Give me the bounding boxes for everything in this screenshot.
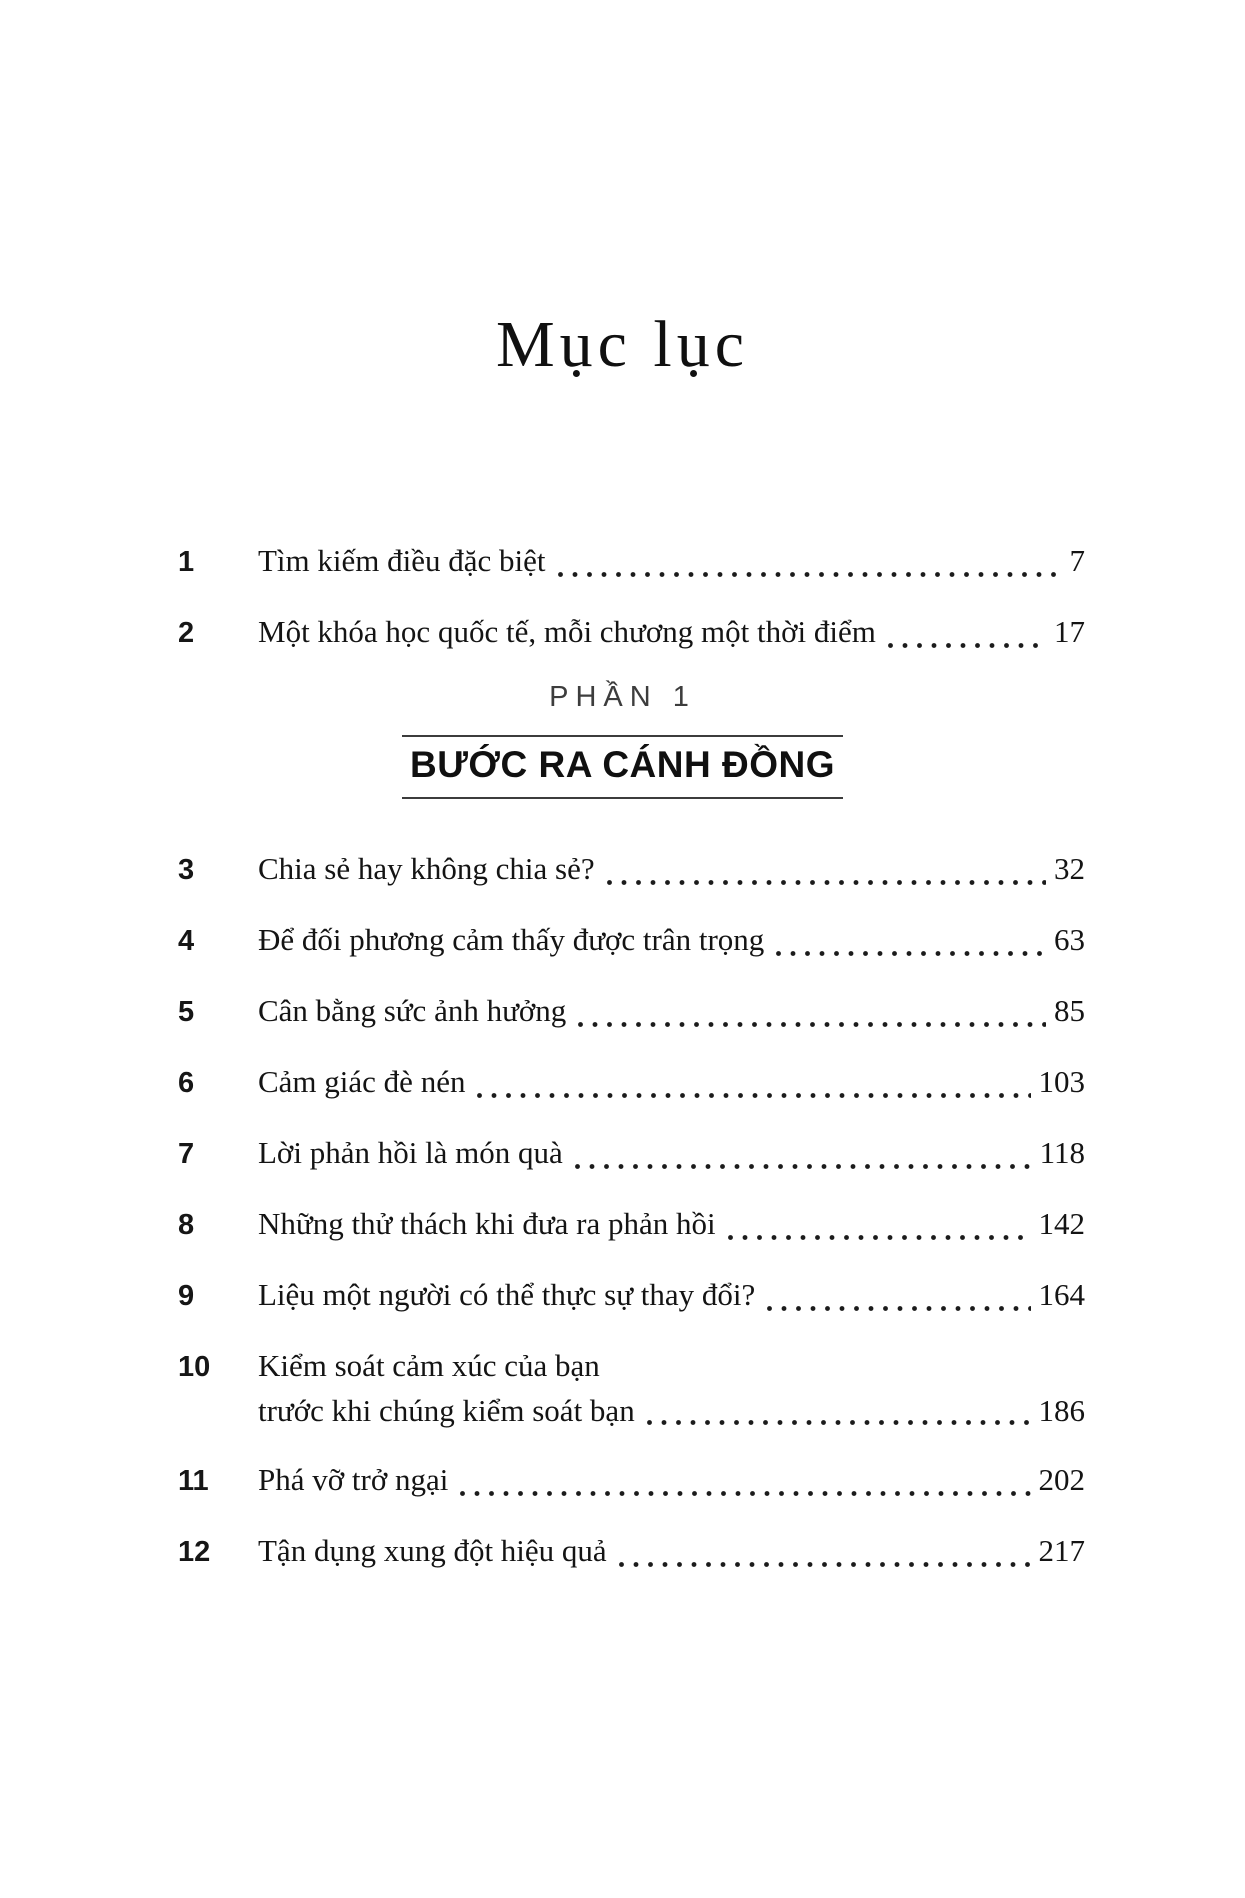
section-label: PHẦN 1 <box>549 681 696 713</box>
chapter-title: Tìm kiếm điều đặc biệt <box>258 543 546 578</box>
page-number: 202 <box>1038 1462 1085 1497</box>
page-number: 164 <box>1038 1277 1085 1312</box>
chapter-number: 8 <box>178 1209 195 1241</box>
chapter-title: Cân bằng sức ảnh hưởng <box>258 993 567 1028</box>
chapter-title-line2: trước khi chúng kiểm soát bạn <box>258 1393 635 1428</box>
chapter-title: Lời phản hồi là món quà <box>258 1135 563 1170</box>
chapter-title: Chia sẻ hay không chia sẻ? <box>258 851 595 886</box>
page-title: Mục lục <box>495 308 750 381</box>
page-number: 103 <box>1038 1064 1085 1099</box>
chapter-title: Những thử thách khi đưa ra phản hồi <box>258 1206 716 1241</box>
chapter-title: Kiểm soát cảm xúc của bạn <box>258 1348 600 1383</box>
dot-leader <box>647 1420 1031 1425</box>
page-number: 17 <box>1054 614 1085 649</box>
chapter-title-block <box>258 1343 1085 1433</box>
chapter-number: 9 <box>178 1280 195 1312</box>
page-number: 118 <box>1039 1135 1085 1170</box>
toc-entry <box>178 1130 1085 1177</box>
toc-entry <box>178 538 1085 585</box>
chapter-title: Để đối phương cảm thấy được trân trọng <box>258 922 765 957</box>
dot-leader <box>619 1562 1031 1567</box>
chapter-title: Phá vỡ trở ngại <box>258 1462 449 1497</box>
page-number: 63 <box>1054 922 1085 957</box>
page-number: 32 <box>1054 851 1085 886</box>
chapter-number: 3 <box>178 854 195 886</box>
page-number: 85 <box>1054 993 1085 1028</box>
dot-leader <box>477 1093 1030 1098</box>
chapter-number: 12 <box>178 1536 211 1568</box>
dot-leader <box>728 1235 1031 1240</box>
section-title: BƯỚC RA CÁNH ĐỒNG <box>410 744 835 785</box>
dot-leader <box>776 951 1046 956</box>
chapter-number: 2 <box>178 617 195 649</box>
toc-entry <box>178 988 1085 1035</box>
chapter-title: Tận dụng xung đột hiệu quả <box>258 1533 607 1568</box>
dot-leader <box>888 643 1046 648</box>
toc-entry <box>178 1059 1085 1106</box>
toc-list-main <box>0 846 1245 1575</box>
page-number: 186 <box>1038 1393 1085 1428</box>
chapter-number: 4 <box>178 925 195 957</box>
chapter-number: 6 <box>178 1067 195 1099</box>
dot-leader <box>558 572 1062 577</box>
chapter-title: Một khóa học quốc tế, mỗi chương một thời điểm <box>258 614 876 649</box>
dot-leader <box>607 880 1046 885</box>
toc-entry <box>178 609 1085 656</box>
page-number: 7 <box>1069 543 1085 578</box>
dot-leader <box>575 1164 1032 1169</box>
chapter-title-continuation <box>258 1388 1085 1433</box>
chapter-number: 10 <box>178 1351 211 1383</box>
page-number: 142 <box>1038 1206 1085 1241</box>
page-number: 217 <box>1038 1533 1085 1568</box>
section-divider <box>0 680 1245 799</box>
toc-entry <box>178 1201 1085 1248</box>
toc-entry <box>178 1457 1085 1504</box>
toc-entry <box>178 1272 1085 1319</box>
toc-entry <box>178 1343 1085 1433</box>
toc-entry <box>178 1528 1085 1575</box>
chapter-title: Liệu một người có thể thực sự thay đổi? <box>258 1277 756 1312</box>
chapter-title: Cảm giác đè nén <box>258 1064 466 1099</box>
chapter-number: 1 <box>178 546 195 578</box>
chapter-number: 7 <box>178 1138 195 1170</box>
section-title-box <box>402 735 843 799</box>
dot-leader <box>578 1022 1046 1027</box>
chapter-number: 11 <box>178 1465 209 1497</box>
toc-entry <box>178 917 1085 964</box>
dot-leader <box>767 1306 1030 1311</box>
toc-list-top <box>0 538 1245 656</box>
toc-entry <box>178 846 1085 893</box>
dot-leader <box>460 1491 1030 1496</box>
chapter-number: 5 <box>178 996 195 1028</box>
